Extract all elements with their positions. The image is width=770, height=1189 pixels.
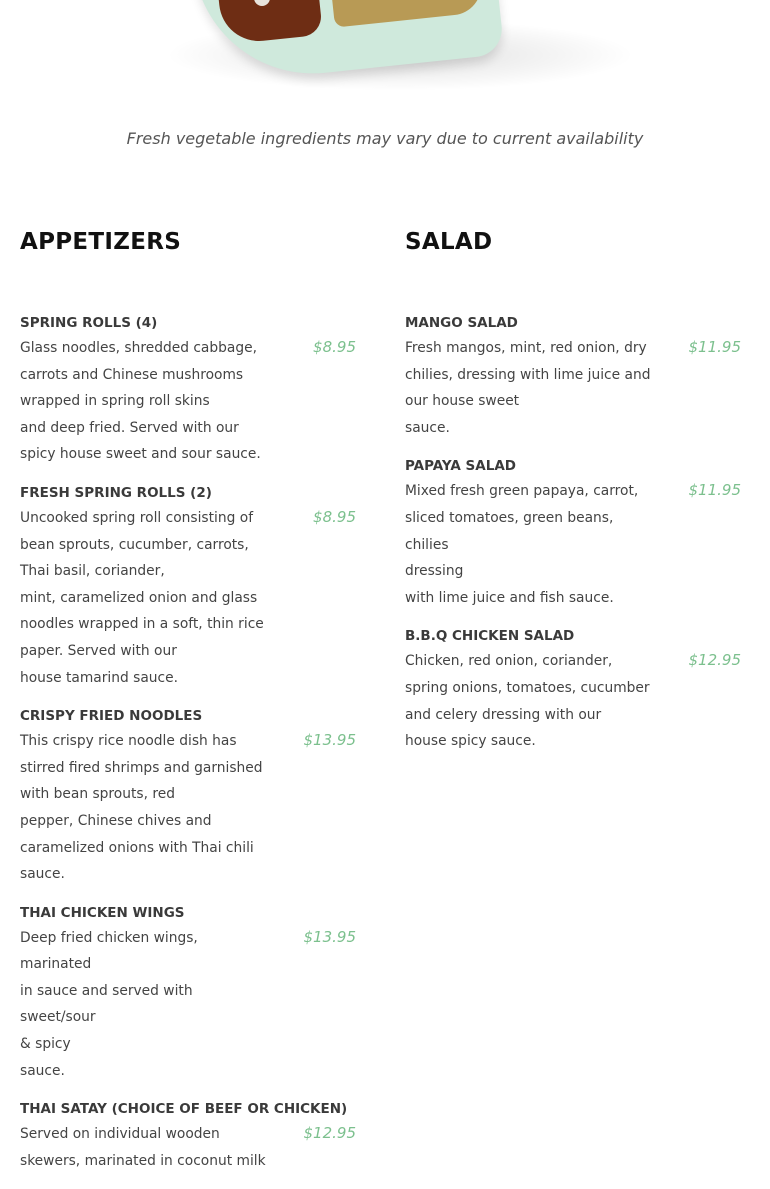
description-line: with bean sprouts, red — [20, 786, 175, 803]
description-line: Served on individual wooden — [20, 1126, 220, 1143]
menu-item-name: PAPAYA SALAD — [405, 458, 516, 475]
menu-item — [20, 903, 360, 1085]
menu-item — [405, 626, 745, 754]
menu-item-price: $12.95 — [688, 651, 741, 670]
description-line: sauce. — [20, 866, 65, 883]
description-line: house tamarind sauce. — [20, 669, 178, 686]
description-line: house spicy sauce. — [405, 733, 536, 750]
menu-item-description — [405, 335, 655, 441]
description-line: and celery dressing with our — [405, 706, 602, 723]
description-line: dressing — [405, 563, 464, 580]
description-line: our house sweet — [405, 393, 520, 410]
description-line: & spicy — [20, 1036, 71, 1053]
description-line: skewers, marinated in coconut milk — [20, 1152, 266, 1169]
menu-item-price: $13.95 — [303, 927, 356, 946]
appetizers-list — [20, 313, 360, 1174]
description-line: pepper, Chinese chives and — [20, 812, 212, 829]
menu-item-body — [405, 476, 745, 611]
hero-food-image — [0, 0, 770, 100]
menu-item — [20, 706, 360, 888]
menu-item — [20, 313, 360, 468]
description-line: paper. Served with our — [20, 642, 177, 659]
menu-item-description — [20, 728, 270, 888]
description-line: Fresh mangos, mint, red onion, dry — [405, 340, 647, 356]
description-line: in sauce and served with sweet/sour — [20, 982, 193, 1026]
menu-item-price: $8.95 — [313, 338, 356, 356]
section-title-salad: SALAD — [405, 229, 493, 255]
description-line: sauce. — [405, 419, 450, 436]
availability-note: Fresh vegetable ingredients may vary due to current availability — [126, 129, 644, 148]
menu-item-body — [20, 923, 360, 1085]
salad-section — [405, 229, 745, 770]
menu-item-body — [20, 726, 360, 888]
description-line: sauce. — [20, 1062, 65, 1079]
description-line: Thai basil, coriander, — [20, 563, 165, 580]
description-line: This crispy rice noodle dish has — [20, 733, 237, 750]
description-line: carrots and Chinese mushrooms — [20, 366, 244, 383]
menu-item-name: CRISPY FRIED NOODLES — [20, 708, 203, 725]
description-line: sliced tomatoes, green beans, chilies — [405, 509, 614, 553]
description-line: and deep fried. Served with our — [20, 419, 239, 436]
description-line: Chicken, red onion, coriander, — [405, 653, 613, 670]
description-line: chilies, dressing with lime juice and — [405, 366, 651, 383]
menu-item-body — [405, 646, 745, 754]
menu-item-description — [405, 648, 655, 754]
menu-item-name: FRESH SPRING ROLLS (2) — [20, 484, 212, 501]
menu-item-description — [20, 505, 270, 691]
menu-item — [20, 483, 360, 691]
menu-item-price: $8.95 — [313, 507, 356, 526]
menu-item-name: SPRING ROLLS (4) — [20, 315, 158, 331]
menu-item-description — [405, 478, 655, 611]
menu-item-description — [20, 1121, 270, 1174]
menu-item-body — [20, 333, 360, 468]
description-line: caramelized onions with Thai chili — [20, 839, 254, 856]
description-line: Mixed fresh green papaya, carrot, — [405, 483, 639, 500]
description-line: spring onions, tomatoes, cucumber — [405, 679, 650, 696]
salad-list — [405, 313, 745, 755]
menu-item — [405, 313, 745, 441]
description-line: stirred fired shrimps and garnished — [20, 759, 263, 776]
menu-item-body — [20, 503, 360, 691]
description-line: bean sprouts, cucumber, carrots, — [20, 536, 249, 553]
description-line: mint, caramelized onion and glass — [20, 589, 258, 606]
menu-item — [405, 456, 745, 611]
description-line: noodles wrapped in a soft, thin rice — [20, 616, 264, 633]
menu-item — [20, 1099, 360, 1174]
menu-item-body — [405, 333, 745, 441]
menu-item-price: $12.95 — [303, 1124, 356, 1143]
description-line: Glass noodles, shredded cabbage, — [20, 340, 257, 356]
menu-item-price: $11.95 — [688, 338, 741, 356]
menu-item-description — [20, 335, 270, 468]
appetizers-section — [20, 229, 360, 1189]
menu-item-name: THAI SATAY (CHOICE OF BEEF OR CHICKEN) — [20, 1101, 348, 1118]
menu-item-name: THAI CHICKEN WINGS — [20, 904, 185, 921]
menu-item-description — [20, 925, 270, 1085]
menu-item-price: $11.95 — [688, 481, 741, 500]
description-line: Deep fried chicken wings, marinated — [20, 929, 198, 973]
menu-item-price: $13.95 — [303, 731, 356, 750]
menu-item-name: MANGO SALAD — [405, 315, 518, 331]
menu-item-name: B.B.Q CHICKEN SALAD — [405, 628, 575, 645]
description-line: spicy house sweet and sour sauce. — [20, 446, 261, 463]
section-title-appetizers: APPETIZERS — [20, 229, 182, 255]
description-line: Uncooked spring roll consisting of — [20, 509, 254, 526]
description-line: with lime juice and fish sauce. — [405, 589, 614, 606]
menu-item-body — [20, 1119, 360, 1174]
description-line: wrapped in spring roll skins — [20, 393, 210, 410]
